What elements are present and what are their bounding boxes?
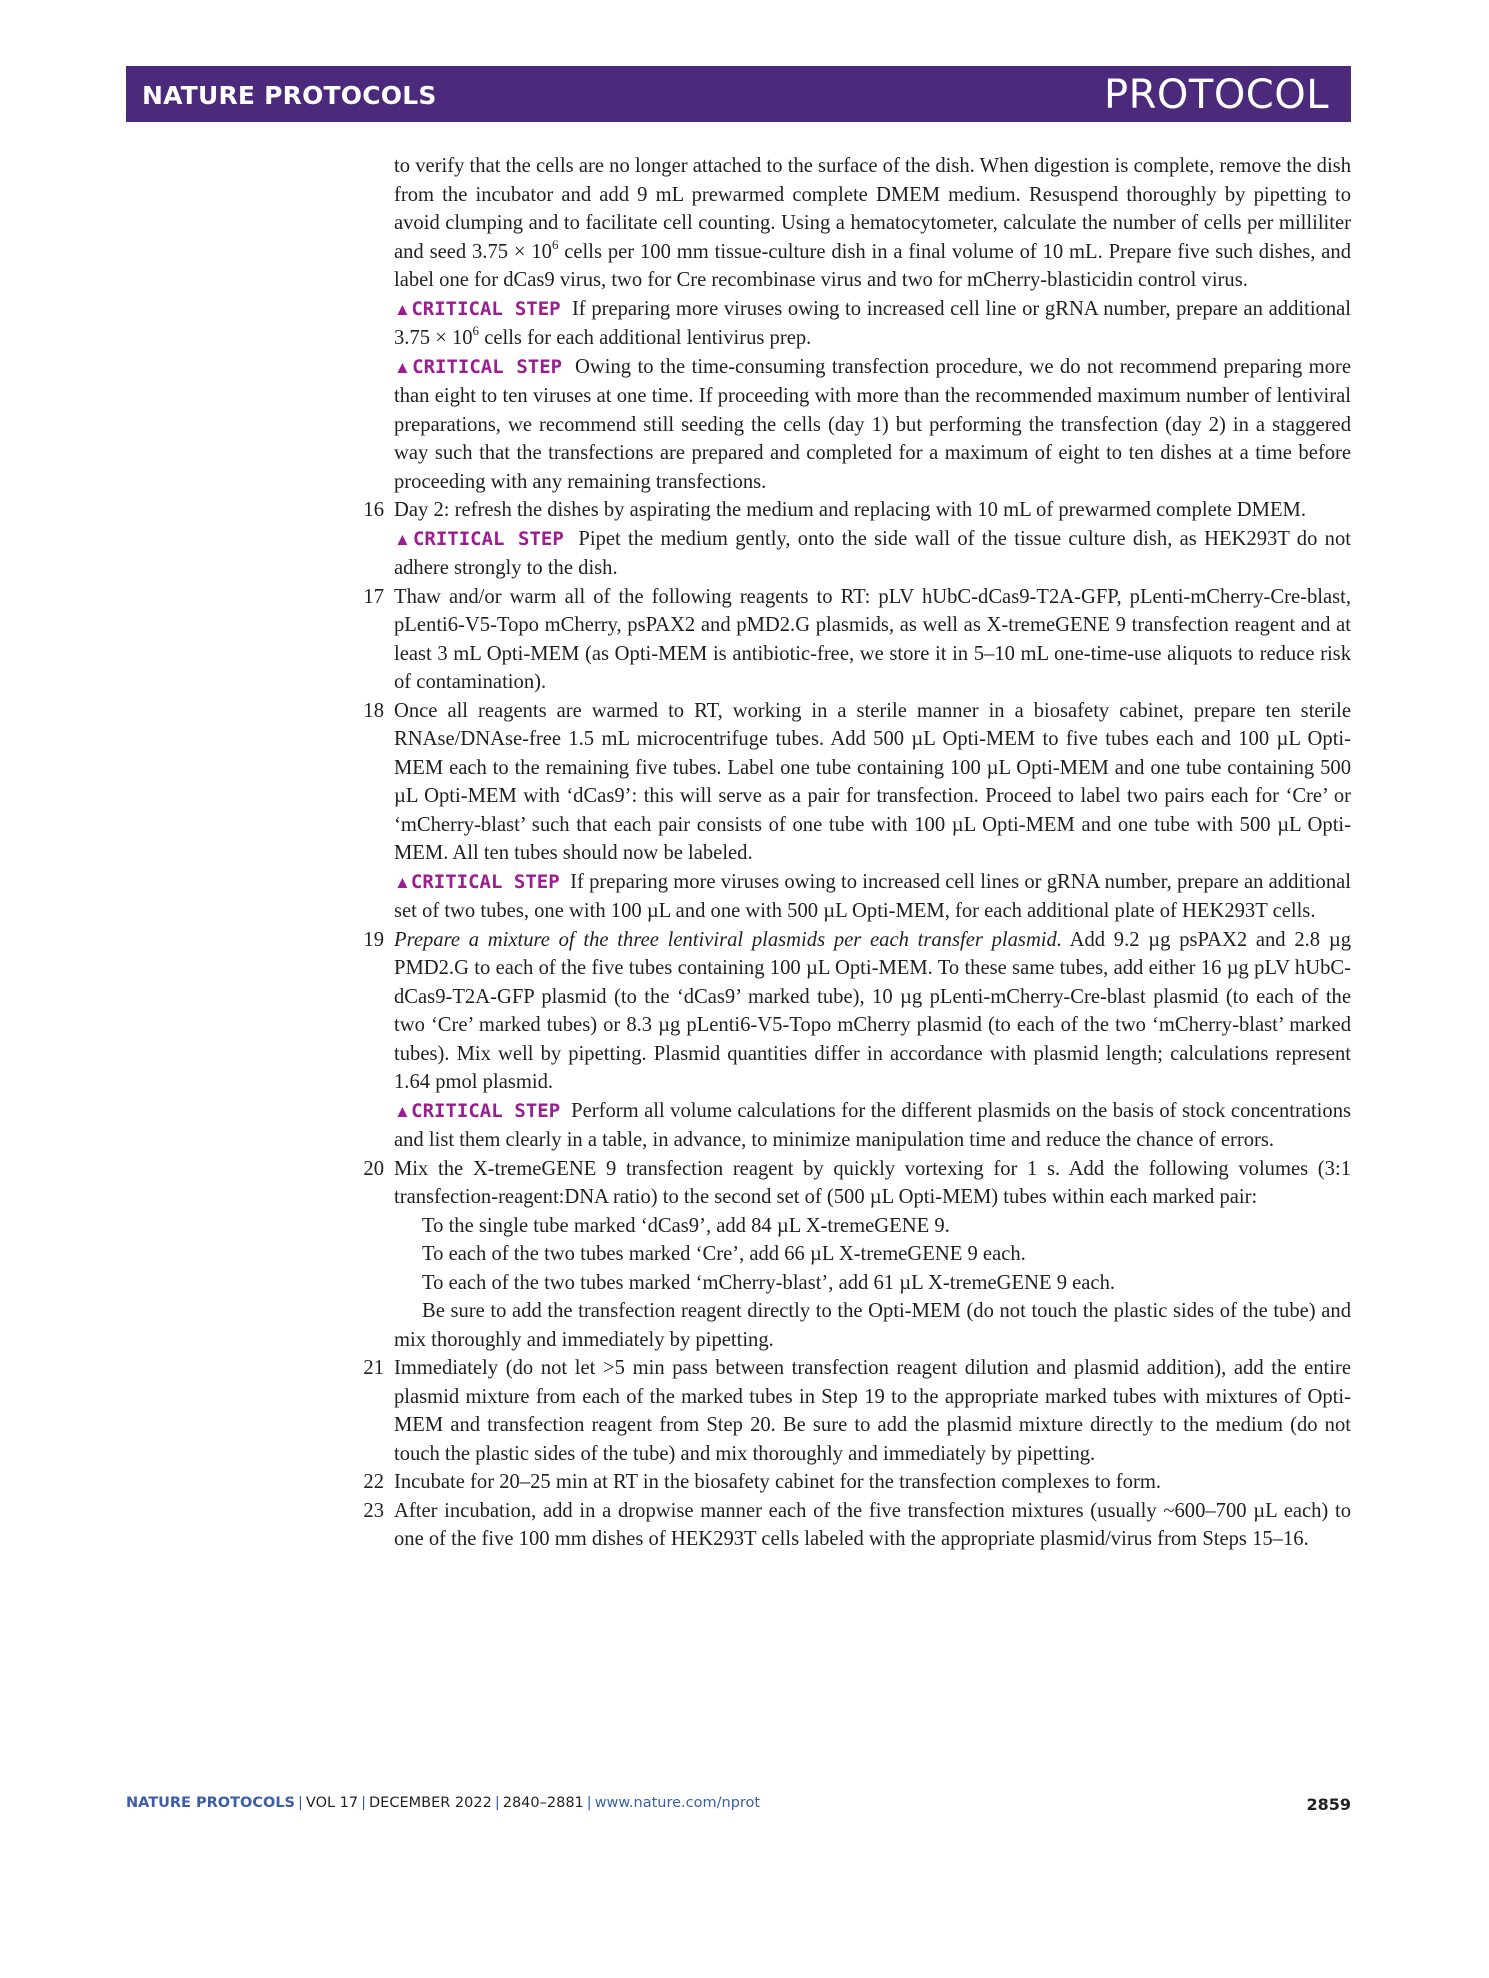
- step-16: [363, 496, 1351, 583]
- step-20: [363, 1155, 1351, 1355]
- page-header: [126, 66, 1351, 122]
- section-label: PROTOCOL: [1103, 72, 1329, 118]
- critical-step: ▲CRITICAL STEP If preparing more viruses owing to increased cell line or gRNA number, prepare an additional $3.75 \times 10^6$ cells for each additional lentivirus prep.: [394, 297, 1352, 349]
- step-text: Prepare a mixture of the three lentiviral plasmids per each transfer plasmid. Add 9.2 µg psPAX2 and 2.8 µg PMD2.G to each of the five tubes containing 100 µL Opti-MEM. To these same tubes, add either 16 µg pLV hUbC-dCas9-T2A-GFP plasmid (to the ‘dCas9’ marked tube), 10 µg pLenti-mCherry-Cre-blast plasmid (to each of the two ‘Cre’ marked tubes) or 8.3 µg pLenti6-V5-Topo mCherry plasmid (to each of the two ‘mCherry-blast’ marked tubes). Mix well by pipetting. Plasmid quantities differ in accordance with plasmid length; calculations represent 1.64 pmol plasmid.: [394, 928, 1351, 1093]
- step-17: [363, 583, 1351, 697]
- step-19: [363, 926, 1352, 1155]
- triangle-icon: ▲: [394, 872, 411, 892]
- critical-step: ▲CRITICAL STEP If preparing more viruses owing to increased cell lines or gRNA number, prepare an additional set of two tubes, one with 100 µL and one with 500 µL Opti-MEM, for each additional plate of HEK293T cells.: [394, 870, 1352, 922]
- step-text: Once all reagents are warmed to RT, working in a sterile manner in a biosafety cabinet, prepare ten sterile RNAse/DNAse-free 1.5 mL microcentrifuge tubes. Add 500 µL Opti-MEM to five tubes each and 100 µL Opti-MEM each to the remaining five tubes. Label one tube containing 100 µL Opti-MEM and one tube containing 500 µL Opti-MEM with ‘dCas9’: this will serve as a pair for transfection. Proceed to label two pairs each for ‘Cre’ or ‘mCherry-blast’ such that each pair consists of one tube with 100 µL Opti-MEM and one tube with 500 µL Opti-MEM. All ten tubes should now be labeled.: [394, 699, 1351, 864]
- step-number: 22: [363, 1471, 384, 1493]
- critical-step-label: CRITICAL STEP: [411, 1099, 561, 1122]
- step-text: Incubate for 20–25 min at RT in the biosafety cabinet for the transfection complexes to form.: [394, 1471, 1161, 1493]
- footer-date: DECEMBER 2022: [369, 1795, 492, 1811]
- critical-step: ▲CRITICAL STEP Pipet the medium gently, onto the side wall of the tissue culture dish, as HEK293T do not adhere strongly to the dish.: [394, 527, 1351, 579]
- triangle-icon: ▲: [394, 529, 413, 549]
- article-body: [363, 152, 1352, 1554]
- critical-step-label: CRITICAL STEP: [411, 297, 561, 320]
- footer-url-link[interactable]: www.nature.com/nprot: [594, 1795, 761, 1811]
- step-number: 20: [363, 1157, 384, 1180]
- footer-journal: NATURE PROTOCOLS: [126, 1795, 296, 1811]
- step-number: 23: [363, 1499, 384, 1522]
- step-number: 17: [363, 585, 384, 608]
- sub-item: Be sure to add the transfection reagent directly to the Opti-MEM (do not touch the plastic sides of the tube) and mix thoroughly and immediately by pipetting.: [394, 1300, 1351, 1351]
- step-text: Day 2: refresh the dishes by aspirating the medium and replacing with 10 mL of prewarmed complete DMEM.: [394, 499, 1306, 521]
- triangle-icon: ▲: [394, 1101, 412, 1121]
- sub-item: To each of the two tubes marked ‘Cre’, add 66 µL X-tremeGENE 9 each.: [422, 1243, 1026, 1265]
- sub-item: To the single tube marked ‘dCas9’, add 84 µL X-tremeGENE 9.: [422, 1214, 950, 1237]
- footer-volume: VOL 17: [305, 1795, 359, 1811]
- step-21: [363, 1354, 1351, 1468]
- footer-pages: 2840–2881: [502, 1795, 584, 1811]
- step-number: 18: [363, 699, 384, 722]
- journal-name: NATURE PROTOCOLS: [142, 81, 437, 110]
- page-footer: NATURE PROTOCOLS | VOL 17 | DECEMBER 2022 | 2840–2881 | www.nature.com/nprot 2859: [126, 1795, 1351, 1814]
- step-18: [363, 697, 1352, 926]
- critical-step-label: CRITICAL STEP: [410, 870, 560, 893]
- page-number: 2859: [1306, 1795, 1351, 1814]
- critical-step: ▲CRITICAL STEP Perform all volume calculations for the different plasmids on the basis of stock concentrations and list them clearly in a table, in advance, to minimize manipulation time and reduce the chance of errors.: [394, 1099, 1352, 1151]
- step-text: Thaw and/or warm all of the following reagents to RT: pLV hUbC-dCas9-T2A-GFP, pLenti-mCherry-Cre-blast, pLenti6-V5-Topo mCherry, psPAX2 and pMD2.G plasmids, as well as X-tremeGENE 9 transfection reagent and at least 3 mL Opti-MEM (as Opti-MEM is antibiotic-free, we store it in 5–10 mL one-time-use aliquots to reduce risk of contamination).: [394, 585, 1351, 693]
- triangle-icon: ▲: [394, 357, 413, 377]
- step-number: 19: [363, 928, 384, 951]
- step-number: 16: [363, 499, 384, 521]
- step-text: Mix the X-tremeGENE 9 transfection reagent by quickly vortexing for 1 s. Add the following volumes (3:1 transfection-reagent:DNA ratio) to the second set of (500 µL Opti-MEM) tubes within each marked pair:: [394, 1157, 1351, 1208]
- paragraph: to verify that the cells are no longer attached to the surface of the dish. When digestion is complete, remove the dish from the incubator and add 9 mL prewarmed complete DMEM medium. Resuspend thoroughly by pipetting to avoid clumping and to facilitate cell counting. Using a hematocytometer, calculate the number of cells per milliliter and seed $3.75 \times 10^6$ cells per 100 mm tissue-culture dish in a final volume of 10 mL. Prepare five such dishes, and label one for dCas9 virus, two for Cre recombinase virus and two for mCherry-blasticidin control virus.: [394, 155, 1351, 291]
- step-text: After incubation, add in a dropwise manner each of the five transfection mixtures (usually ~600–700 µL each) to one of the five 100 mm dishes of HEK293T cells labeled with the appropriate plasmid/virus from Steps 15–16.: [394, 1499, 1351, 1550]
- sub-item: To each of the two tubes marked ‘mCherry-blast’, add 61 µL X-tremeGENE 9 each.: [422, 1271, 1116, 1294]
- critical-step-label: CRITICAL STEP: [412, 355, 563, 378]
- critical-step: ▲CRITICAL STEP Owing to the time-consuming transfection procedure, we do not recommend preparing more than eight to ten viruses at one time. If proceeding with more than the recommended maximum number of lentiviral preparations, we recommend still seeding the cells (day 1) but performing the transfection (day 2) in a staggered way such that the transfections are prepared and completed for a maximum of eight to ten dishes at a time before proceeding with any remaining transfections.: [394, 355, 1351, 493]
- triangle-icon: ▲: [394, 299, 412, 319]
- step-22: [363, 1468, 1351, 1497]
- step-number: 21: [363, 1357, 384, 1379]
- step-23: [363, 1497, 1351, 1554]
- critical-step-label: CRITICAL STEP: [412, 527, 564, 550]
- step-text: Immediately (do not let >5 min pass between transfection reagent dilution and plasmid addition), add the entire plasmid mixture from each of the marked tubes in Step 19 to the appropriate marked tubes with mixtures of Opti-MEM and transfection reagent from Step 20. Be sure to add the plasmid mixture directly to the medium (do not touch the plastic sides of the tube) and mix thoroughly and immediately by pipetting.: [394, 1357, 1351, 1465]
